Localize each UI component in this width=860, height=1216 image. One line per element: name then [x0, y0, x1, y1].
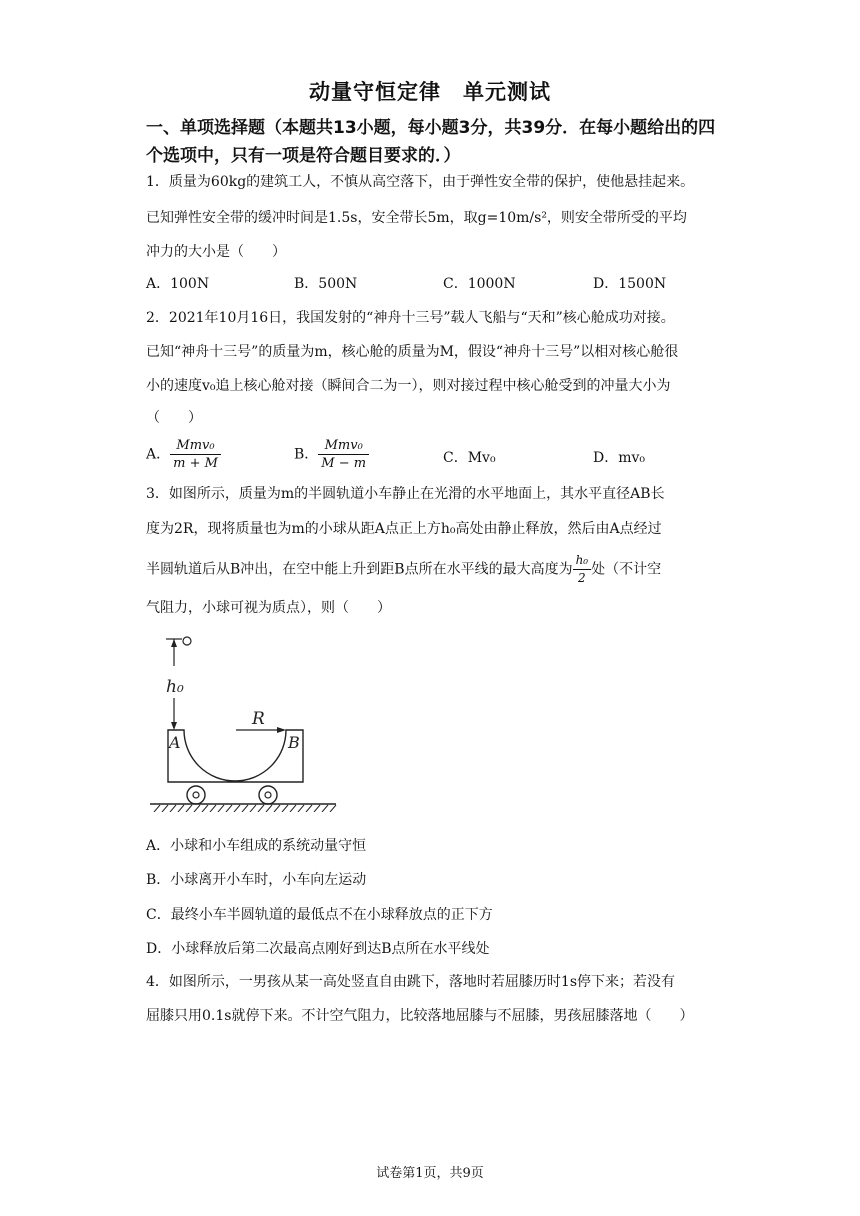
q1-option-d: D．1500N	[593, 276, 667, 292]
q1-text-line-2: 已知弹性安全带的缓冲时间是1.5s，安全带长5m，取g=10m/s²，则安全带所受的平均	[146, 210, 687, 226]
q3-fraction-numerator: h₀	[573, 552, 592, 570]
arrow-up-head	[171, 639, 177, 647]
section-heading: 一、单项选择题（本题共13小题，每小题3分，共39分．在每小题给出的四个选项中，只有一项是符合题目要求的．）	[146, 118, 716, 166]
q2-option-a-label: A．	[146, 446, 171, 463]
cart-body	[168, 730, 303, 782]
radius-label: R	[252, 709, 265, 729]
q3-text-line-1: 3．如图所示，质量为m的半圆轨道小车静止在光滑的水平地面上，其水平直径AB长	[146, 486, 665, 502]
q2-option-b-label: B．	[294, 446, 319, 463]
q2-option-c: C．Mv₀	[443, 450, 496, 466]
q4-text-line-1: 4．如图所示，一男孩从某一高处竖直自由跳下，落地时若屈膝历时1s停下来；若没有	[146, 974, 675, 990]
q2-text-line-1: 2．2021年10月16日，我国发射的“神舟十三号”载人飞船与“天和”核心舱成功对接。	[146, 310, 675, 326]
q1-option-c: C．1000N	[443, 276, 516, 292]
radius-arrow-head	[277, 727, 286, 733]
q3-option-c: C．最终小车半圆轨道的最低点不在小球释放点的正下方	[146, 907, 493, 923]
point-b-label: B	[288, 733, 300, 752]
q1-option-a: A．100N	[146, 276, 210, 292]
q3-fraction-denominator: 2	[578, 571, 586, 585]
q3-height-fraction	[573, 552, 592, 587]
q2-option-a-denominator: m + M	[173, 456, 218, 471]
q1-option-b: B．500N	[294, 276, 358, 292]
page-footer: 试卷第1页，共9页	[376, 1166, 484, 1181]
q3-figure	[146, 632, 346, 812]
q2-option-a-numerator: Mmv₀	[170, 437, 221, 455]
q3-option-d: D．小球释放后第二次最高点刚好到达B点所在水平线处	[146, 941, 490, 957]
q3-text-line-2: 度为2R，现将质量也为m的小球从距A点正上方h₀高处由静止释放，然后由A点经过	[146, 521, 662, 537]
ground-hatching	[154, 805, 336, 812]
q1-text-line-3: 冲力的大小是（ ）	[146, 244, 286, 260]
q2-option-b	[294, 437, 369, 472]
q4-text-line-2: 屈膝只用0.1s就停下来。不计空气阻力，比较落地屈膝与不屈膝，男孩屈膝落地（ ）	[146, 1008, 694, 1024]
q3-text-line-4: 气阻力，小球可视为质点），则（ ）	[146, 600, 391, 616]
q2-option-b-numerator: Mmv₀	[318, 437, 369, 455]
q2-option-b-fraction	[318, 437, 369, 472]
point-a-label: A	[169, 733, 181, 752]
q1-text-line-1: 1．质量为60kg的建筑工人，不慎从高空落下，由于弹性安全带的保护，使他悬挂起来。	[146, 174, 695, 190]
q3-text-line-3	[146, 552, 661, 587]
q3-option-a: A．小球和小车组成的系统动量守恒	[146, 838, 367, 854]
left-wheel-hub	[193, 792, 199, 798]
height-label: h₀	[166, 677, 184, 697]
arrow-down-head	[171, 722, 177, 730]
q3-line-3-after: 处（不计空	[591, 561, 662, 578]
ball-icon	[183, 637, 191, 645]
q3-line-3-before: 半圆轨道后从B冲出，在空中能上升到距B点所在水平线的最大高度为	[146, 561, 573, 578]
page-title: 动量守恒定律 单元测试	[309, 80, 551, 104]
q2-option-a-fraction	[170, 437, 221, 472]
right-wheel-hub	[265, 792, 271, 798]
q2-option-a	[146, 437, 221, 472]
q2-text-line-3: 小的速度v₀追上核心舱对接（瞬间合二为一），则对接过程中核心舱受到的冲量大小为	[146, 378, 671, 394]
q3-option-b: B．小球离开小车时，小车向左运动	[146, 872, 367, 888]
q2-option-b-denominator: M − m	[321, 456, 367, 471]
q2-text-line-4: （ ）	[146, 410, 202, 426]
q2-option-d: D．mv₀	[593, 450, 646, 466]
q2-text-line-2: 已知“神舟十三号”的质量为m，核心舱的质量为M，假设“神舟十三号”以相对核心舱很	[146, 344, 679, 360]
